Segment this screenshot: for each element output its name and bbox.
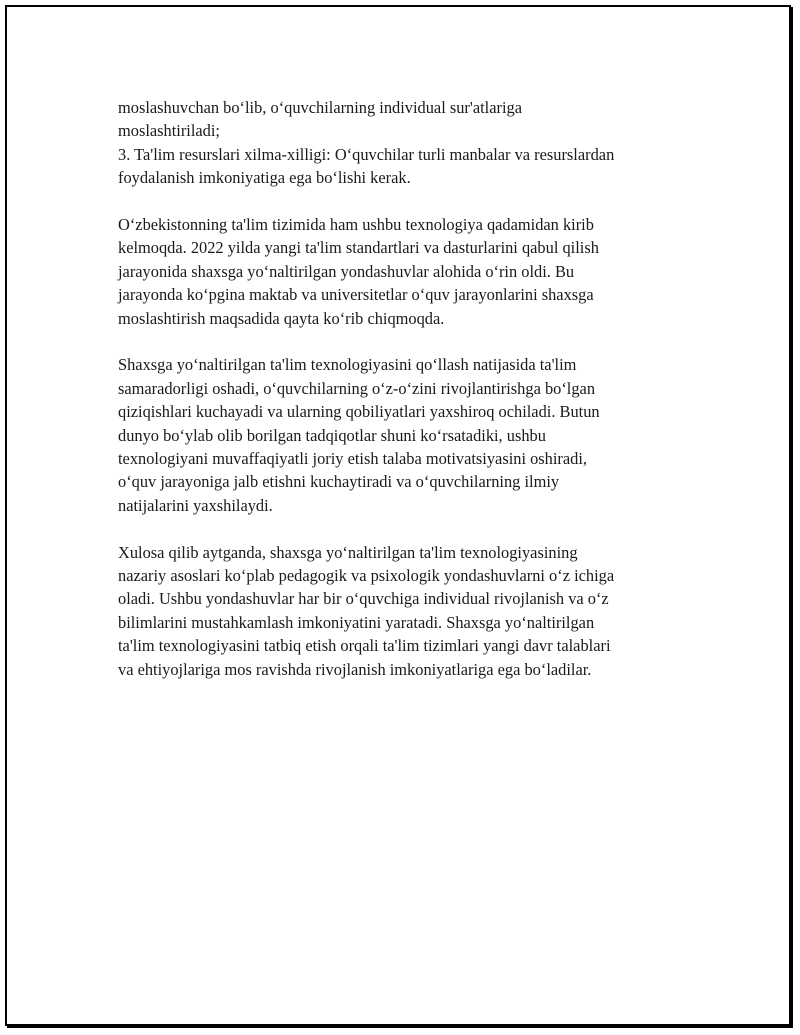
text-line: qiziqishlari kuchayadi va ularning qobiliyatlari yaxshiroq ochiladi. Butun [118,402,600,422]
text-line: samaradorligi oshadi, o‘quvchilarning o‘z-o‘zini rivojlantirishga bo‘lgan [118,378,596,398]
text-line: moslashuvchan bo‘lib, o‘quvchilarning individual sur'atlariga [118,98,522,117]
text-line: texnologiyani muvaffaqiyatli joriy etish talaba motivatsiyasini oshiradi, [118,449,588,469]
paragraph-3 [118,353,688,517]
text-line: oladi. Ushbu yondashuvlar har bir o‘quvchiga individual rivojlanish va o‘z [118,589,609,609]
text-line: O‘zbekistonning ta'lim tizimida ham ushbu texnologiya qadamidan kirib [118,215,594,235]
text-line: dunyo bo‘ylab olib borilgan tadqiqotlar shuni ko‘rsatadiki, ushbu [118,425,546,445]
text-line: va ehtiyojlariga mos ravishda rivojlanish imkoniyatlariga ega bo‘ladilar. [118,659,592,679]
text-line: jarayonda ko‘pgina maktab va universitetlar o‘quv jarayonlarini shaxsga [118,285,594,305]
text-line: Shaxsga yo‘naltirilgan ta'lim texnologiyasini qo‘llash natijasida ta'lim [118,355,577,375]
text-line: 3. Ta'lim resurslari xilma-xilligi: O‘quvchilar turli manbalar va resurslardan [118,144,615,164]
text-line: ta'lim texnologiyasini tatbiq etish orqali ta'lim tizimlari yangi davr talablari [118,636,611,656]
text-line: Xulosa qilib aytganda, shaxsga yo‘naltirilgan ta'lim texnologiyasining [118,542,578,562]
text-line: jarayonida shaxsga yo‘naltirilgan yondashuvlar alohida o‘rin oldi. Bu [118,261,575,281]
paragraph-4 [118,541,688,681]
text-line: nazariy asoslari ko‘plab pedagogik va psixologik yondashuvlarni o‘z ichiga [118,566,615,586]
document-body [118,96,688,705]
text-line: foydalanish imkoniyatiga ega bo‘lishi kerak. [118,168,411,188]
text-line: o‘quv jarayoniga jalb etishni kuchaytiradi va o‘quvchilarning ilmiy [118,472,560,492]
text-line: moslashtiriladi; [118,121,220,141]
text-line: kelmoqda. 2022 yilda yangi ta'lim standartlari va dasturlarini qabul qilish [118,238,599,258]
text-line: natijalarini yaxshilaydi. [118,495,273,515]
paragraph-1 [118,96,688,190]
paragraph-2 [118,213,688,330]
text-line: moslashtirish maqsadida qayta ko‘rib chiqmoqda. [118,308,445,328]
text-line: bilimlarini mustahkamlash imkoniyatini yaratadi. Shaxsga yo‘naltirilgan [118,612,595,632]
